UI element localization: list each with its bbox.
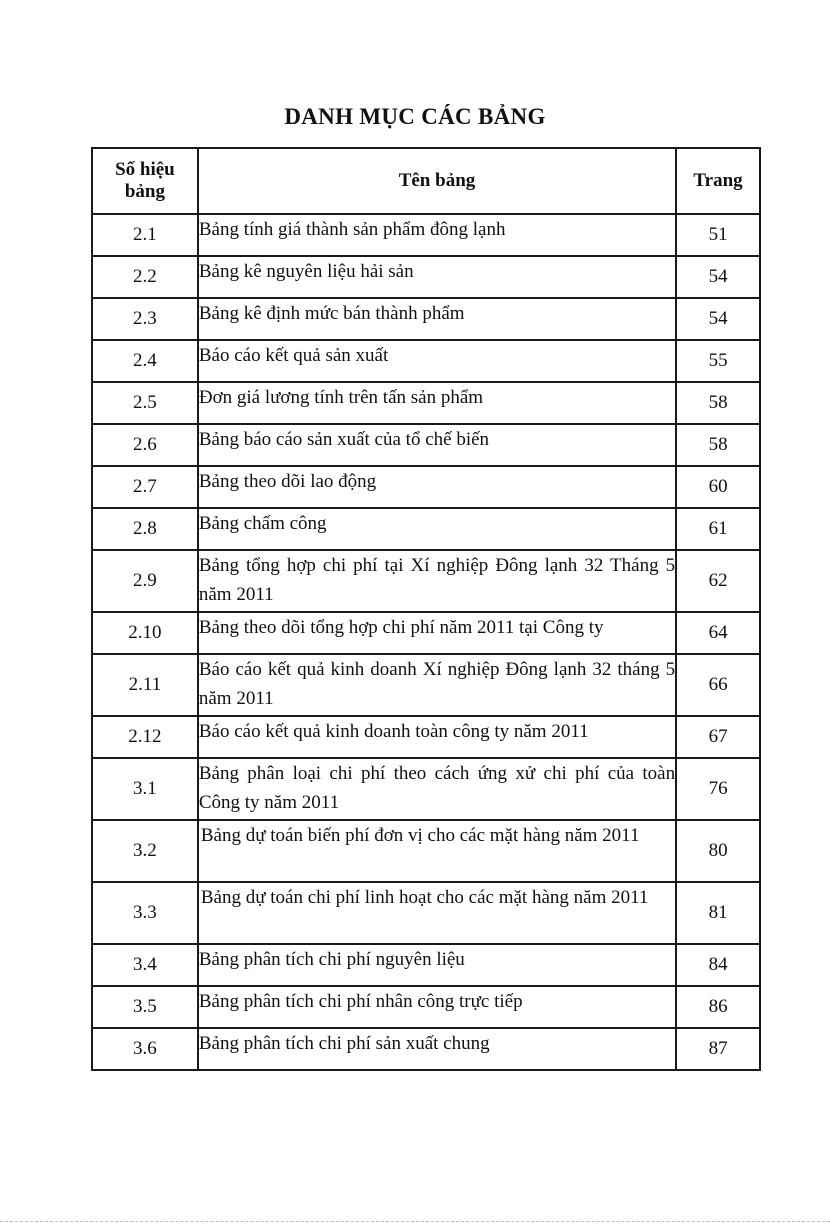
header-page: Trang <box>676 148 760 214</box>
table-row <box>92 382 760 424</box>
table-page: 61 <box>676 508 760 550</box>
table-name: Báo cáo kết quả kinh doanh Xí nghiệp Đông lạnh 32 tháng 5 năm 2011 <box>198 654 676 716</box>
table-name: Bảng dự toán biến phí đơn vị cho các mặt hàng năm 2011 <box>198 820 676 882</box>
table-name: Bảng theo dõi lao động <box>198 466 676 508</box>
table-number: 3.1 <box>92 758 198 820</box>
table-page: 87 <box>676 1028 760 1070</box>
table-page: 84 <box>676 944 760 986</box>
table-page: 58 <box>676 382 760 424</box>
table-page: 80 <box>676 820 760 882</box>
table-number: 2.2 <box>92 256 198 298</box>
table-number: 2.4 <box>92 340 198 382</box>
table-name: Bảng kê nguyên liệu hải sản <box>198 256 676 298</box>
table-page: 62 <box>676 550 760 612</box>
table-number: 3.4 <box>92 944 198 986</box>
table-number: 2.7 <box>92 466 198 508</box>
table-number: 3.6 <box>92 1028 198 1070</box>
table-number: 2.6 <box>92 424 198 466</box>
table-number: 2.11 <box>92 654 198 716</box>
table-number: 2.1 <box>92 214 198 256</box>
table-row <box>92 820 760 882</box>
table-page: 67 <box>676 716 760 758</box>
table-row <box>92 758 760 820</box>
table-page: 51 <box>676 214 760 256</box>
table-name: Bảng chấm công <box>198 508 676 550</box>
table-of-tables <box>91 147 761 1071</box>
table-row <box>92 1028 760 1070</box>
table-row <box>92 986 760 1028</box>
table-number: 2.3 <box>92 298 198 340</box>
table-number: 2.10 <box>92 612 198 654</box>
table-row <box>92 214 760 256</box>
table-row <box>92 298 760 340</box>
table-page: 54 <box>676 256 760 298</box>
table-number: 3.5 <box>92 986 198 1028</box>
table-name: Bảng tổng hợp chi phí tại Xí nghiệp Đông lạnh 32 Tháng 5 năm 2011 <box>198 550 676 612</box>
table-row <box>92 882 760 944</box>
table-row <box>92 716 760 758</box>
table-page: 60 <box>676 466 760 508</box>
table-row <box>92 340 760 382</box>
table-header-row <box>92 148 760 214</box>
table-name: Bảng phân tích chi phí nhân công trực tiếp <box>198 986 676 1028</box>
table-name: Bảng phân tích chi phí sản xuất chung <box>198 1028 676 1070</box>
table-row <box>92 612 760 654</box>
table-name: Bảng phân tích chi phí nguyên liệu <box>198 944 676 986</box>
table-number: 2.8 <box>92 508 198 550</box>
header-name: Tên bảng <box>198 148 676 214</box>
table-row <box>92 654 760 716</box>
table-page: 81 <box>676 882 760 944</box>
table-number: 3.3 <box>92 882 198 944</box>
table-page: 58 <box>676 424 760 466</box>
table-page: 76 <box>676 758 760 820</box>
table-name: Bảng báo cáo sản xuất của tổ chế biến <box>198 424 676 466</box>
header-number-label: Số hiệu bảng <box>115 159 175 202</box>
table-page: 55 <box>676 340 760 382</box>
table-page: 86 <box>676 986 760 1028</box>
table-row <box>92 508 760 550</box>
table-name: Báo cáo kết quả kinh doanh toàn công ty năm 2011 <box>198 716 676 758</box>
table-name: Báo cáo kết quả sản xuất <box>198 340 676 382</box>
table-name: Bảng phân loại chi phí theo cách ứng xử chi phí của toàn Công ty năm 2011 <box>198 758 676 820</box>
table-number: 2.12 <box>92 716 198 758</box>
table-number: 2.9 <box>92 550 198 612</box>
table-page: 54 <box>676 298 760 340</box>
table-row <box>92 424 760 466</box>
table-row <box>92 944 760 986</box>
table-name: Bảng tính giá thành sản phẩm đông lạnh <box>198 214 676 256</box>
table-number: 2.5 <box>92 382 198 424</box>
table-name: Bảng dự toán chi phí linh hoạt cho các mặt hàng năm 2011 <box>198 882 676 944</box>
table-name: Bảng kê định mức bán thành phẩm <box>198 298 676 340</box>
header-number <box>92 148 198 214</box>
page-title: DANH MỤC CÁC BẢNG <box>284 104 546 129</box>
table-name: Bảng theo dõi tổng hợp chi phí năm 2011 tại Công ty <box>198 612 676 654</box>
table-name: Đơn giá lương tính trên tấn sản phẩm <box>198 382 676 424</box>
table-page: 66 <box>676 654 760 716</box>
table-row <box>92 550 760 612</box>
page-bottom-divider <box>0 1221 830 1222</box>
table-row <box>92 256 760 298</box>
table-row <box>92 466 760 508</box>
table-page: 64 <box>676 612 760 654</box>
table-number: 3.2 <box>92 820 198 882</box>
